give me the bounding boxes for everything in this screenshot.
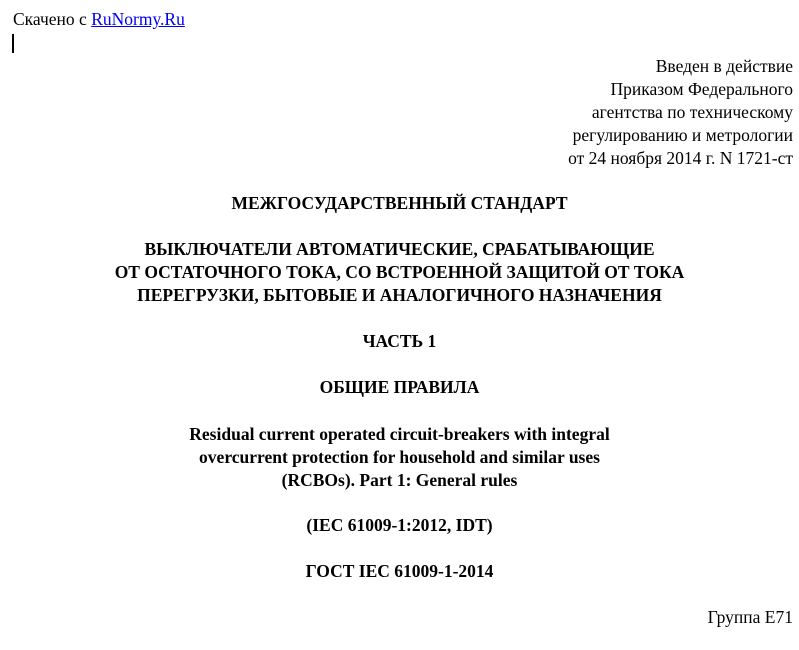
- group-classification: [708, 606, 793, 629]
- downloaded-prefix: Скачено с: [13, 9, 87, 29]
- iec-reference: (IEC 61009-1:2012, IDT): [306, 515, 493, 535]
- group-code: Группа Е71: [707, 607, 793, 627]
- document-title: [0, 238, 799, 307]
- english-title-line: (RCBOs). Part 1: General rules: [281, 470, 518, 490]
- downloaded-from-line: [13, 8, 185, 31]
- enactment-line: от 24 ноября 2014 г. N 1721-ст: [568, 148, 793, 168]
- standard-type: МЕЖГОСУДАРСТВЕННЫЙ СТАНДАРТ: [231, 193, 568, 213]
- enactment-line: Приказом Федерального: [610, 79, 793, 99]
- gost-number: ГОСТ IEC 61009-1-2014: [305, 561, 494, 581]
- iec-reference-heading: [0, 514, 799, 537]
- part-heading: [0, 330, 799, 353]
- enactment-note: [568, 55, 793, 170]
- source-link[interactable]: RuNormy.Ru: [91, 9, 185, 29]
- english-title-line: overcurrent protection for household and similar uses: [199, 447, 600, 467]
- title-line: ВЫКЛЮЧАТЕЛИ АВТОМАТИЧЕСКИЕ, СРАБАТЫВАЮЩИЕ: [144, 239, 655, 259]
- title-line: ПЕРЕГРУЗКИ, БЫТОВЫЕ И АНАЛОГИЧНОГО НАЗНАЧЕНИЯ: [137, 285, 662, 305]
- enactment-line: агентства по техническому: [591, 102, 793, 122]
- part-number: ЧАСТЬ 1: [362, 331, 437, 351]
- title-line: ОТ ОСТАТОЧНОГО ТОКА, СО ВСТРОЕННОЙ ЗАЩИТОЙ ОТ ТОКА: [114, 262, 685, 282]
- text-cursor: [12, 34, 14, 53]
- english-title-line: Residual current operated circuit-breakers with integral: [189, 424, 610, 444]
- part-title: ОБЩИЕ ПРАВИЛА: [319, 377, 480, 397]
- english-title: [0, 423, 799, 492]
- gost-number-heading: [0, 560, 799, 583]
- part-title-heading: [0, 376, 799, 399]
- standard-type-heading: [0, 192, 799, 215]
- enactment-line: регулированию и метрологии: [572, 125, 793, 145]
- enactment-line: Введен в действие: [655, 56, 793, 76]
